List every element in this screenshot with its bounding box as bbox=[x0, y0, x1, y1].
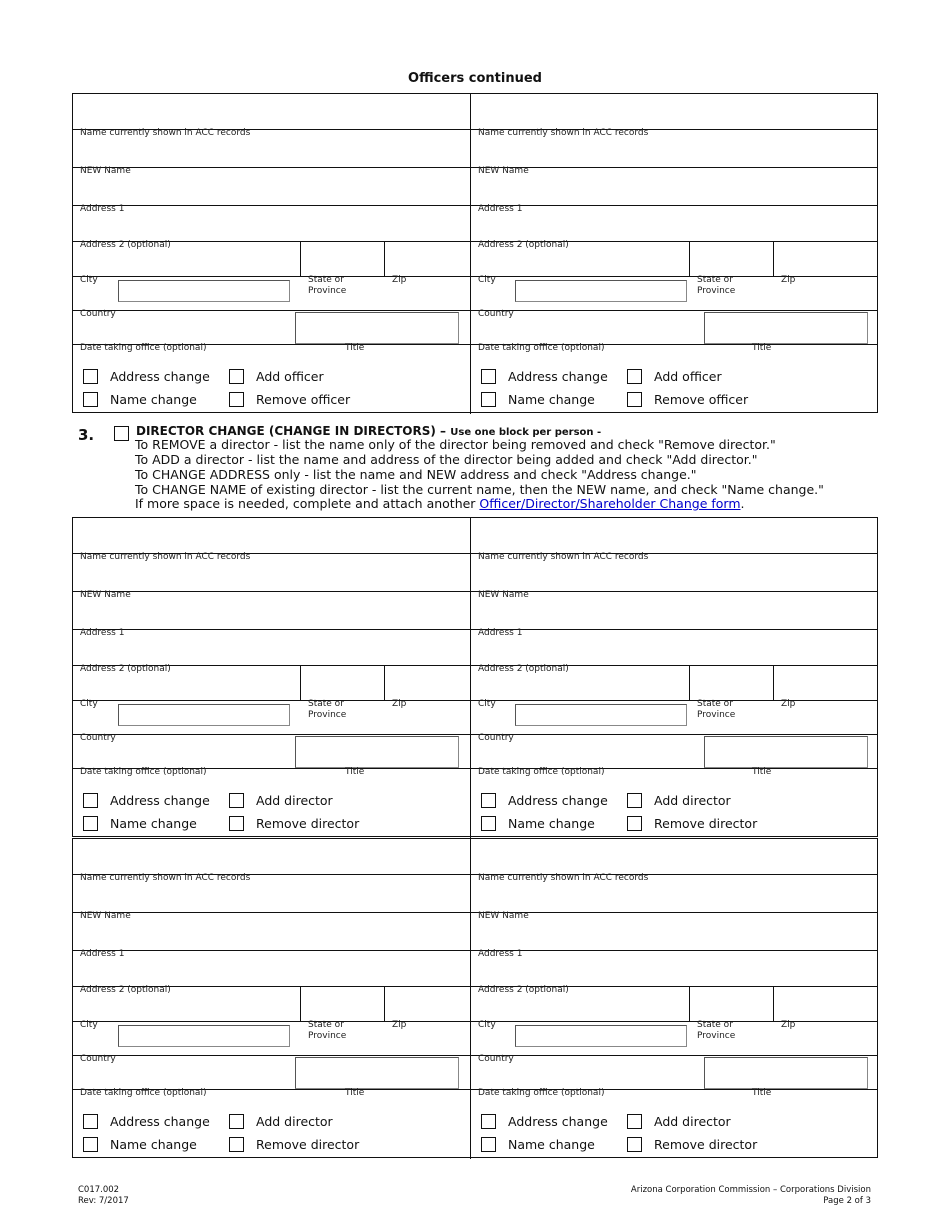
director-1-left-address-change-checkbox[interactable] bbox=[83, 793, 98, 808]
officer-1-left-current-name-label: Name currently shown in ACC records bbox=[80, 128, 251, 138]
state-line-2: Province bbox=[308, 286, 347, 296]
officer-1-right-name-change-label: Name change bbox=[508, 392, 595, 407]
director-2-right-remove-director-checkbox[interactable] bbox=[627, 1137, 642, 1152]
row-line bbox=[73, 1021, 877, 1022]
officer-1-right-name-change-checkbox[interactable] bbox=[481, 392, 496, 407]
director-2-left-state-label bbox=[308, 1020, 346, 1042]
officer-1-right-name-field[interactable] bbox=[473, 96, 873, 127]
state-line-1: State or bbox=[308, 1020, 344, 1030]
state-line-2: Province bbox=[697, 286, 736, 296]
form-code: C017.002 bbox=[78, 1185, 120, 1195]
director-1-left-date-label: Date taking office (optional) bbox=[80, 767, 207, 777]
section-subtitle: Use one block per person - bbox=[450, 427, 602, 438]
cell-divider bbox=[689, 665, 690, 700]
officer-1-right-city-input[interactable] bbox=[515, 280, 687, 302]
director-1-right-city-input[interactable] bbox=[515, 704, 687, 726]
officer-1-left-title-label: Title bbox=[345, 343, 365, 353]
state-line-1: State or bbox=[697, 1020, 733, 1030]
director-1-left-city-label: City bbox=[80, 699, 98, 709]
state-line-1: State or bbox=[697, 699, 733, 709]
officer-1-right-address-change-checkbox[interactable] bbox=[481, 369, 496, 384]
director-1-left-remove-director-label: Remove director bbox=[256, 816, 360, 831]
director-1-right-remove-director-checkbox[interactable] bbox=[627, 816, 642, 831]
officer-1-right-address-change-label: Address change bbox=[508, 369, 608, 384]
officer-1-left-name-field[interactable] bbox=[75, 96, 466, 127]
director-2-right-country-label: Country bbox=[478, 1054, 514, 1064]
cell-divider bbox=[384, 986, 385, 1021]
director-change-checkbox[interactable] bbox=[114, 426, 129, 441]
officer-1-left-name-change-checkbox[interactable] bbox=[83, 392, 98, 407]
state-line-2: Province bbox=[697, 1031, 736, 1041]
director-2-left-add-director-label: Add director bbox=[256, 1114, 333, 1129]
director-2-left-city-label: City bbox=[80, 1020, 98, 1030]
director-1-left-address2-label: Address 2 (optional) bbox=[80, 664, 171, 674]
footer-right bbox=[631, 1185, 871, 1207]
officer-1-block bbox=[72, 93, 878, 413]
state-line-2: Province bbox=[308, 710, 347, 720]
director-2-right-current-name-label: Name currently shown in ACC records bbox=[478, 873, 649, 883]
director-1-right-country-input[interactable] bbox=[704, 736, 868, 768]
director-2-right-name-change-label: Name change bbox=[508, 1137, 595, 1152]
instruction-add: To ADD a director - list the name and address of the director being added and check "Add director." bbox=[135, 452, 758, 467]
director-2-right-address-change-label: Address change bbox=[508, 1114, 608, 1129]
officer-1-left-address-change-checkbox[interactable] bbox=[83, 369, 98, 384]
instruction-remove: To REMOVE a director - list the name only of the director being removed and check "Remove director." bbox=[135, 437, 776, 452]
director-1-left-country-label: Country bbox=[80, 733, 116, 743]
director-2-left-remove-director-label: Remove director bbox=[256, 1137, 360, 1152]
officer-1-left-add-officer-checkbox[interactable] bbox=[229, 369, 244, 384]
director-2-left-current-name-label: Name currently shown in ACC records bbox=[80, 873, 251, 883]
officer-1-left-city-input[interactable] bbox=[118, 280, 290, 302]
section-title bbox=[136, 424, 601, 438]
footer-left bbox=[78, 1185, 129, 1207]
director-2-right-city-label: City bbox=[478, 1020, 496, 1030]
officer-1-right-title-label: Title bbox=[752, 343, 772, 353]
director-1-right-add-director-checkbox[interactable] bbox=[627, 793, 642, 808]
officer-1-left-address-change-label: Address change bbox=[110, 369, 210, 384]
director-1-right-country-label: Country bbox=[478, 733, 514, 743]
director-1-block bbox=[72, 517, 878, 837]
director-1-right-title-label: Title bbox=[752, 767, 772, 777]
row-line bbox=[73, 205, 877, 206]
director-1-right-date-label: Date taking office (optional) bbox=[478, 767, 605, 777]
section-title-text: DIRECTOR CHANGE (CHANGE IN DIRECTORS) – bbox=[136, 424, 447, 438]
officer-1-left-address1-label: Address 1 bbox=[80, 204, 125, 214]
more-space-suffix: . bbox=[740, 496, 745, 511]
form-revision: Rev: 7/2017 bbox=[78, 1196, 129, 1206]
agency-name: Arizona Corporation Commission – Corporations Division bbox=[630, 1185, 871, 1195]
director-2-right-name-change-checkbox[interactable] bbox=[481, 1137, 496, 1152]
cell-divider bbox=[689, 986, 690, 1021]
director-1-left-address-change-label: Address change bbox=[110, 793, 210, 808]
director-2-right-city-input[interactable] bbox=[515, 1025, 687, 1047]
director-1-right-state-label bbox=[697, 699, 735, 721]
row-line bbox=[73, 734, 877, 735]
director-2-right-title-label: Title bbox=[752, 1088, 772, 1098]
director-1-left-current-name-label: Name currently shown in ACC records bbox=[80, 552, 251, 562]
officer-1-right-remove-officer-label: Remove officer bbox=[654, 392, 749, 407]
director-2-block bbox=[72, 838, 878, 1158]
director-1-right-name-change-label: Name change bbox=[508, 816, 595, 831]
officer-1-left-new-name-label: NEW Name bbox=[80, 166, 131, 176]
state-line-1: State or bbox=[308, 699, 344, 709]
director-1-right-address1-label: Address 1 bbox=[478, 628, 523, 638]
row-line bbox=[73, 241, 877, 242]
director-2-left-address1-label: Address 1 bbox=[80, 949, 125, 959]
officer-1-left-remove-officer-label: Remove officer bbox=[256, 392, 351, 407]
row-line bbox=[73, 629, 877, 630]
director-1-left-new-name-label: NEW Name bbox=[80, 590, 131, 600]
director-1-right-current-name-label: Name currently shown in ACC records bbox=[478, 552, 649, 562]
cell-divider bbox=[689, 241, 690, 276]
director-2-left-add-director-checkbox[interactable] bbox=[229, 1114, 244, 1129]
officer-1-right-current-name-label: Name currently shown in ACC records bbox=[478, 128, 649, 138]
row-line bbox=[73, 276, 877, 277]
instruction-change-name: To CHANGE NAME of existing director - list the current name, then the NEW name, and check "Name change." bbox=[135, 482, 824, 497]
officer-1-left-add-officer-label: Add officer bbox=[256, 369, 324, 384]
officer-1-left-address2-label: Address 2 (optional) bbox=[80, 240, 171, 250]
row-line bbox=[73, 310, 877, 311]
cell-divider bbox=[300, 241, 301, 276]
director-1-right-new-name-label: NEW Name bbox=[478, 590, 529, 600]
row-line bbox=[73, 591, 877, 592]
director-1-left-title-label: Title bbox=[345, 767, 365, 777]
row-line bbox=[73, 167, 877, 168]
officer-1-right-date-label: Date taking office (optional) bbox=[478, 343, 605, 353]
director-2-left-name-change-checkbox[interactable] bbox=[83, 1137, 98, 1152]
row-line bbox=[73, 912, 877, 913]
director-1-right-remove-director-label: Remove director bbox=[654, 816, 758, 831]
cell-divider bbox=[384, 241, 385, 276]
director-1-right-city-label: City bbox=[478, 699, 496, 709]
instruction-more-space bbox=[135, 496, 745, 511]
page-number: Page 2 of 3 bbox=[823, 1196, 871, 1206]
officer-1-right-address2-label: Address 2 (optional) bbox=[478, 240, 569, 250]
director-1-right-address-change-label: Address change bbox=[508, 793, 608, 808]
director-2-right-country-input[interactable] bbox=[704, 1057, 868, 1089]
column-divider bbox=[470, 518, 471, 838]
state-line-2: Province bbox=[697, 710, 736, 720]
column-divider bbox=[470, 94, 471, 414]
cell-divider bbox=[773, 665, 774, 700]
officer-1-right-new-name-label: NEW Name bbox=[478, 166, 529, 176]
director-2-left-remove-director-checkbox[interactable] bbox=[229, 1137, 244, 1152]
officer-1-right-country-input[interactable] bbox=[704, 312, 868, 344]
director-1-left-add-director-checkbox[interactable] bbox=[229, 793, 244, 808]
officer-1-right-add-officer-checkbox[interactable] bbox=[627, 369, 642, 384]
officer-1-right-remove-officer-checkbox[interactable] bbox=[627, 392, 642, 407]
director-2-right-new-name-label: NEW Name bbox=[478, 911, 529, 921]
row-line bbox=[73, 665, 877, 666]
director-1-left-remove-director-checkbox[interactable] bbox=[229, 816, 244, 831]
state-line-1: State or bbox=[308, 275, 344, 285]
officer-1-left-city-label: City bbox=[80, 275, 98, 285]
officer-1-left-name-change-label: Name change bbox=[110, 392, 197, 407]
director-1-right-name-field[interactable] bbox=[473, 520, 873, 551]
director-2-right-address1-label: Address 1 bbox=[478, 949, 523, 959]
director-2-right-remove-director-label: Remove director bbox=[654, 1137, 758, 1152]
director-1-left-country-input[interactable] bbox=[295, 736, 459, 768]
director-2-left-title-label: Title bbox=[345, 1088, 365, 1098]
officer-1-left-date-label: Date taking office (optional) bbox=[80, 343, 207, 353]
director-1-right-zip-label: Zip bbox=[781, 699, 796, 709]
officer-1-right-zip-label: Zip bbox=[781, 275, 796, 285]
director-2-right-date-label: Date taking office (optional) bbox=[478, 1088, 605, 1098]
state-line-2: Province bbox=[308, 1031, 347, 1041]
director-2-left-address-change-label: Address change bbox=[110, 1114, 210, 1129]
officer-1-left-remove-officer-checkbox[interactable] bbox=[229, 392, 244, 407]
officer-1-left-country-input[interactable] bbox=[295, 312, 459, 344]
section-number: 3. bbox=[78, 426, 95, 444]
officer-1-left-state-label bbox=[308, 275, 346, 297]
row-line bbox=[73, 950, 877, 951]
director-1-left-add-director-label: Add director bbox=[256, 793, 333, 808]
more-space-text: If more space is needed, complete and attach another bbox=[135, 496, 480, 511]
officer-1-right-state-label bbox=[697, 275, 735, 297]
director-2-left-date-label: Date taking office (optional) bbox=[80, 1088, 207, 1098]
director-2-left-name-change-label: Name change bbox=[110, 1137, 197, 1152]
director-1-left-name-change-label: Name change bbox=[110, 816, 197, 831]
cell-divider bbox=[300, 665, 301, 700]
director-2-right-add-director-label: Add director bbox=[654, 1114, 731, 1129]
cell-divider bbox=[773, 986, 774, 1021]
instruction-change-address: To CHANGE ADDRESS only - list the name and NEW address and check "Address change." bbox=[135, 467, 697, 482]
cell-divider bbox=[300, 986, 301, 1021]
officer-1-right-country-label: Country bbox=[478, 309, 514, 319]
director-1-left-name-change-checkbox[interactable] bbox=[83, 816, 98, 831]
officer-1-left-country-label: Country bbox=[80, 309, 116, 319]
change-form-link[interactable]: Officer/Director/Shareholder Change form bbox=[479, 496, 741, 511]
row-line bbox=[73, 700, 877, 701]
page-title: Officers continued bbox=[408, 71, 542, 86]
cell-divider bbox=[384, 665, 385, 700]
row-line bbox=[73, 986, 877, 987]
director-2-right-address-change-checkbox[interactable] bbox=[481, 1114, 496, 1129]
director-2-right-add-director-checkbox[interactable] bbox=[627, 1114, 642, 1129]
director-2-left-zip-label: Zip bbox=[392, 1020, 407, 1030]
director-2-right-address2-label: Address 2 (optional) bbox=[478, 985, 569, 995]
director-2-left-country-input[interactable] bbox=[295, 1057, 459, 1089]
director-1-left-address1-label: Address 1 bbox=[80, 628, 125, 638]
director-2-left-city-input[interactable] bbox=[118, 1025, 290, 1047]
director-1-left-state-label bbox=[308, 699, 346, 721]
director-2-left-address2-label: Address 2 (optional) bbox=[80, 985, 171, 995]
director-1-right-name-change-checkbox[interactable] bbox=[481, 816, 496, 831]
state-line-1: State or bbox=[697, 275, 733, 285]
cell-divider bbox=[773, 241, 774, 276]
director-2-right-zip-label: Zip bbox=[781, 1020, 796, 1030]
director-1-left-name-field[interactable] bbox=[75, 520, 466, 551]
director-2-left-name-field[interactable] bbox=[75, 841, 466, 872]
officer-1-left-zip-label: Zip bbox=[392, 275, 407, 285]
director-2-right-name-field[interactable] bbox=[473, 841, 873, 872]
director-1-left-city-input[interactable] bbox=[118, 704, 290, 726]
director-1-right-add-director-label: Add director bbox=[654, 793, 731, 808]
director-2-left-country-label: Country bbox=[80, 1054, 116, 1064]
officer-1-right-address1-label: Address 1 bbox=[478, 204, 523, 214]
column-divider bbox=[470, 839, 471, 1159]
director-1-left-zip-label: Zip bbox=[392, 699, 407, 709]
director-2-left-new-name-label: NEW Name bbox=[80, 911, 131, 921]
officer-1-right-city-label: City bbox=[478, 275, 496, 285]
director-1-right-address2-label: Address 2 (optional) bbox=[478, 664, 569, 674]
director-2-left-address-change-checkbox[interactable] bbox=[83, 1114, 98, 1129]
row-line bbox=[73, 1055, 877, 1056]
director-1-right-address-change-checkbox[interactable] bbox=[481, 793, 496, 808]
officer-1-right-add-officer-label: Add officer bbox=[654, 369, 722, 384]
director-2-right-state-label bbox=[697, 1020, 735, 1042]
